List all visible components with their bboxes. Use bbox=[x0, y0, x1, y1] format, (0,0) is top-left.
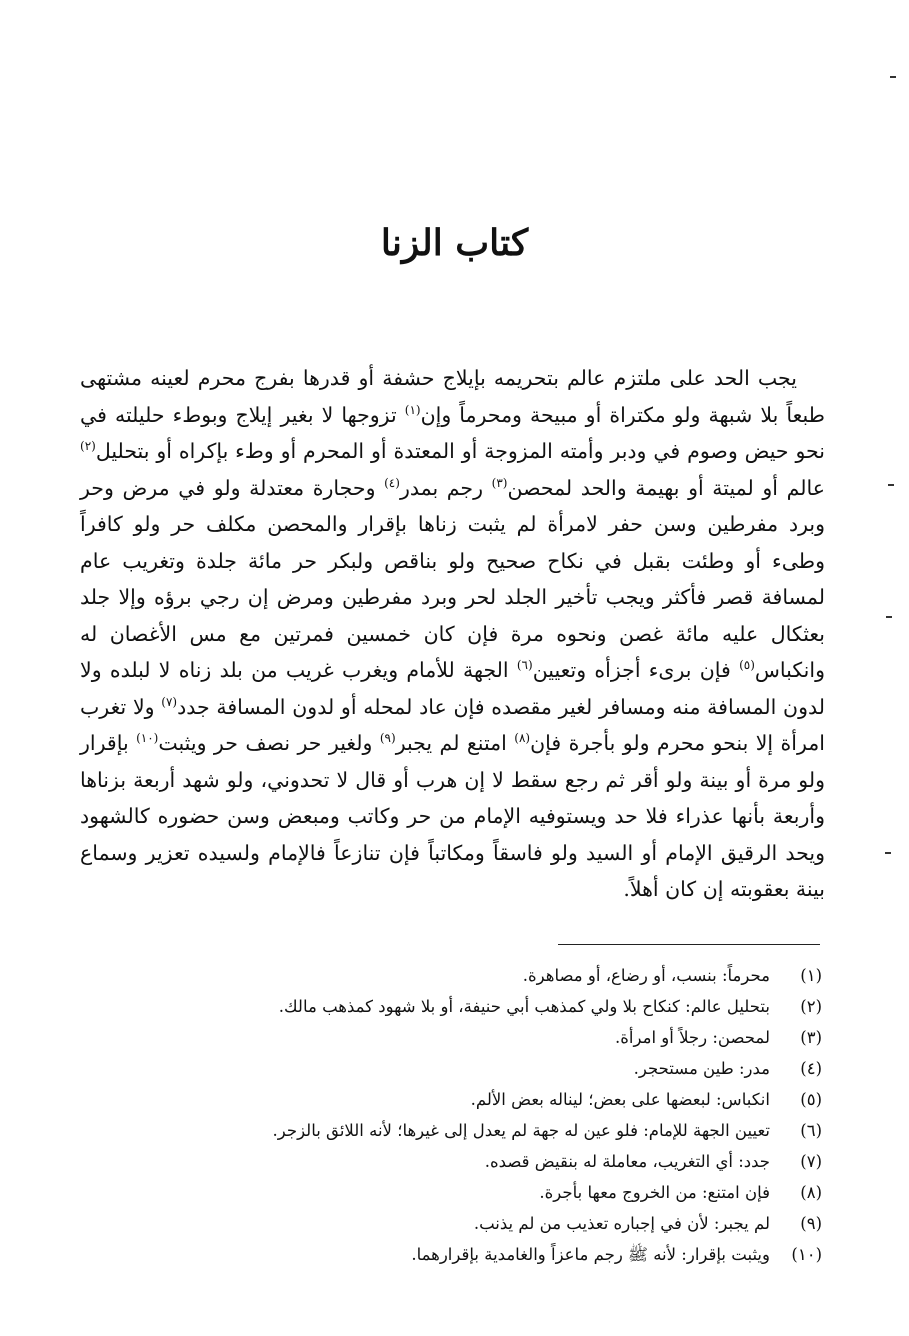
footnote-ref[interactable]: (٩) bbox=[379, 731, 396, 746]
chapter-title: كتاب الزنا bbox=[380, 222, 529, 264]
footnote-text: تعيين الجهة للإمام: فلو عين له جهة لم يعدل إلى غيرها؛ لأنه اللائق بالزجر. bbox=[272, 1121, 770, 1140]
text-run: امتنع لم يجبر bbox=[395, 731, 515, 755]
main-text bbox=[80, 360, 825, 908]
footnote-ref[interactable]: (٧) bbox=[161, 694, 178, 709]
text-run: ولغير حر نصف حر ويثبت bbox=[158, 731, 380, 755]
text-run: بإقرار ولو مرة أو بينة ولو أقر ثم رجع سقط لا إن هرب أو قال لا تحدوني، ولو شهد أربعة بزناها وأربعة بأنها عذراء فلا حد ويستوفيه الإمام من حر وكاتب ومبعض وسن حضوره كالشهود ويحد الرقيق الإمام أو السيد ولو فاسقاً ومكاتباً فإن تنازعاً فالإمام ولسيده تعزير وسماع بينة بعقوبته إن كان أهلاً. bbox=[80, 731, 825, 901]
footnote-text: لمحصن: رجلاً أو امرأة. bbox=[615, 1028, 770, 1047]
footnote-number: (٢) bbox=[800, 997, 822, 1016]
text-run: ولا تغرب امرأة إلا بنحو محرم ولو بأجرة فإن bbox=[80, 694, 825, 755]
footnote-text: انكباس: لبعضها على بعض؛ ليناله بعض الألم. bbox=[470, 1090, 770, 1109]
footnote-number: (١) bbox=[800, 966, 822, 985]
footnote-number: (٥) bbox=[800, 1090, 822, 1109]
footnote-number: (٣) bbox=[800, 1028, 822, 1047]
footnote-number: (٩) bbox=[800, 1214, 822, 1233]
footnote-ref[interactable]: (١) bbox=[404, 402, 421, 417]
footnote-item bbox=[150, 991, 822, 1022]
text-run: تزوجها لا بغير إيلاج وبوطء حليلته في نحو حيض وصوم في ودبر وأمته المزوجة أو المعتدة أو المحرم أو وطء بإكراه أو بتحليل bbox=[80, 402, 825, 463]
footnote-number: (١٠) bbox=[791, 1245, 822, 1264]
footnote-item bbox=[150, 1084, 822, 1115]
margin-mark bbox=[890, 76, 896, 78]
footnote-item bbox=[150, 1177, 822, 1208]
footnote-item bbox=[150, 1239, 822, 1270]
text-run: الجهة للأمام ويغرب غريب من بلد زناه لا لبلده ولا لدون المسافة منه ومسافر لغير مقصده فإن عاد لمحله أو لدون المسافة جدد bbox=[80, 658, 825, 719]
text-run: وحجارة معتدلة ولو في مرض وحر وبرد مفرطين وسن حفر لامرأة لم يثبت زناها بإقرار والمحصن مكلف حر ولو كافراً وطىء أو وطئت بقبل في نكاح صحيح ولو بناقص ولبكر حر مائة جلدة وتغريب عام لمسافة قصر فأكثر ويجب تأخير الجلد لحر وبرد مفرطين ومرض إن رجي برؤه وإلا جلد بعثكال عليه مائة غصن ونحوه مرة فإن كان خمسين فمرتين مع مس الأغصان له وانكباس bbox=[80, 475, 825, 682]
footnote-item bbox=[150, 1208, 822, 1239]
footnote-text: ويثبت بإقرار: لأنه ﷺ رجم ماعزاً والغامدية بإقرارهما. bbox=[411, 1245, 770, 1264]
text-run: عالم أو لميتة أو بهيمة والحد لمحصن bbox=[507, 475, 825, 500]
footnote-ref[interactable]: (٥) bbox=[739, 658, 755, 673]
footnote-separator bbox=[558, 944, 820, 945]
footnote-number: (٧) bbox=[800, 1152, 822, 1171]
footnote-ref[interactable]: (٨) bbox=[514, 731, 531, 746]
footnote-item bbox=[150, 1146, 822, 1177]
footnote-text: مدر: طين مستحجر. bbox=[633, 1059, 770, 1078]
footnote-text: محرماً: بنسب، أو رضاع، أو مصاهرة. bbox=[522, 966, 770, 985]
text-run: رجم بمدر bbox=[399, 475, 492, 500]
footnote-ref[interactable]: (١٠) bbox=[136, 731, 159, 746]
footnote-text: جدد: أي التغريب، معاملة له بنقيض قصده. bbox=[484, 1152, 770, 1171]
footnote-item bbox=[150, 1053, 822, 1084]
margin-mark bbox=[888, 484, 894, 486]
footnote-text: لم يجبر: لأن في إجباره تعذيب من لم يذنب. bbox=[473, 1214, 770, 1233]
footnotes-list bbox=[150, 960, 822, 1270]
footnote-ref[interactable]: (٢) bbox=[80, 439, 96, 454]
footnote-item bbox=[150, 1115, 822, 1146]
footnote-ref[interactable]: (٣) bbox=[491, 475, 508, 490]
text-run: فإن برىء أجزأه وتعيين bbox=[532, 658, 740, 682]
text-run: يجب الحد على ملتزم عالم بتحريمه بإيلاج حشفة أو قدرها بفرج محرم لعينه مشتهى طبعاً بلا شبهة ولو مكتراة أو مبيحة ومحرماً وإن bbox=[80, 366, 825, 427]
footnote-number: (٨) bbox=[800, 1183, 822, 1202]
footnote-ref[interactable]: (٦) bbox=[516, 658, 533, 673]
margin-mark bbox=[886, 616, 892, 618]
margin-mark bbox=[885, 852, 891, 854]
footnote-text: بتحليل عالم: كنكاح بلا ولي كمذهب أبي حنيفة، أو بلا شهود كمذهب مالك. bbox=[278, 997, 770, 1016]
footnote-text: فإن امتنع: من الخروج معها بأجرة. bbox=[539, 1183, 770, 1202]
footnote-item bbox=[150, 1022, 822, 1053]
footnote-item bbox=[150, 960, 822, 991]
footnote-ref[interactable]: (٤) bbox=[384, 475, 400, 490]
footnote-number: (٤) bbox=[800, 1059, 822, 1078]
main-paragraph bbox=[80, 360, 825, 908]
footnote-number: (٦) bbox=[800, 1121, 822, 1140]
